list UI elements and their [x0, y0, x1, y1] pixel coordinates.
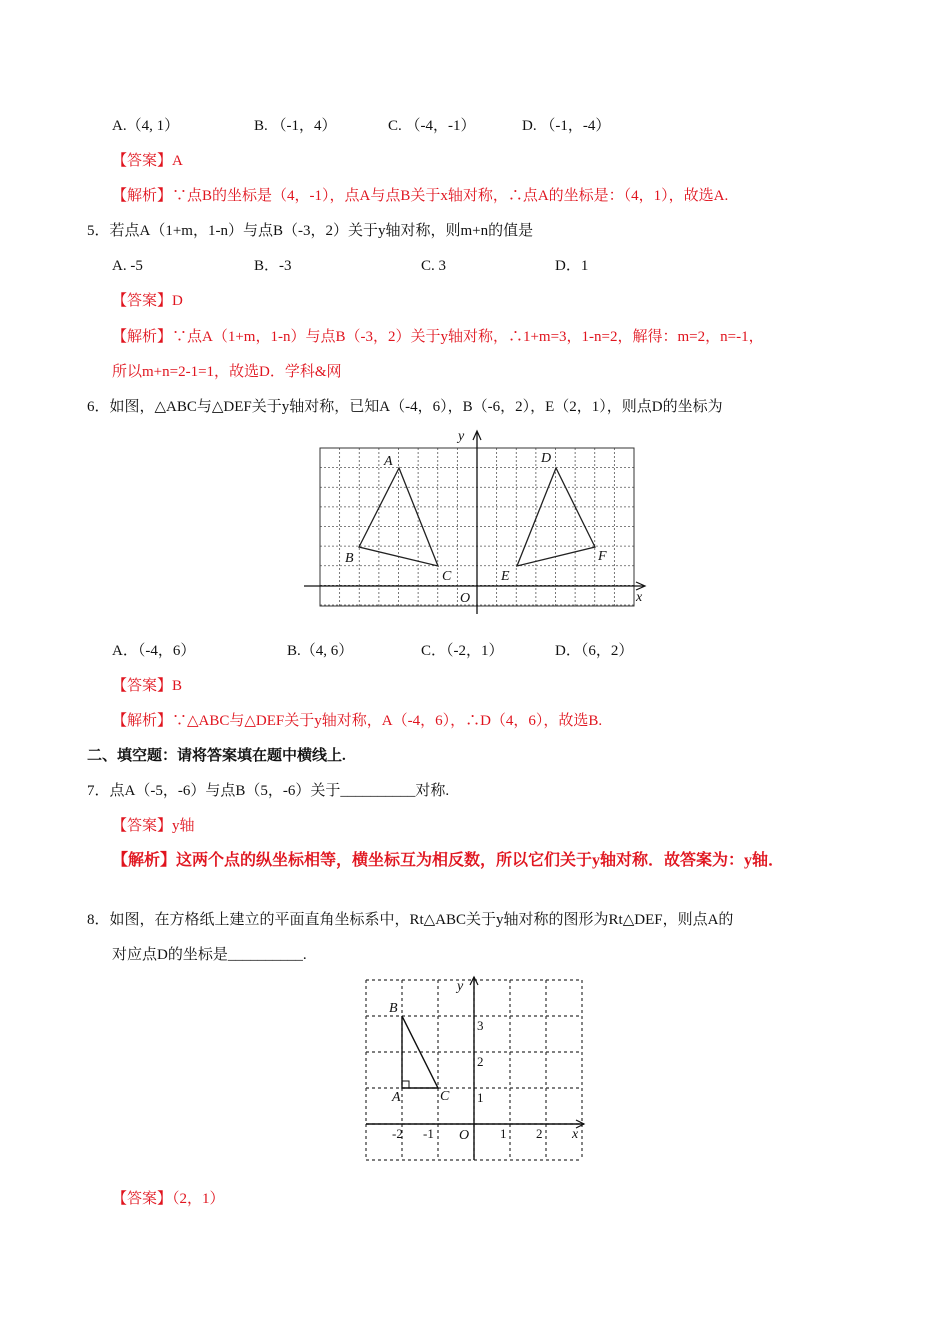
q4-option-d: D. （-1，-4）	[522, 118, 611, 134]
label-f: F	[598, 549, 607, 564]
tick-y-3: 3	[477, 1018, 484, 1033]
tick-x-neg2: -2	[392, 1126, 403, 1141]
q5-option-d: D．1	[555, 258, 589, 274]
label-x: x	[636, 590, 643, 605]
q5-answer: 【答案】D	[112, 293, 183, 309]
q7-answer: 【答案】y轴	[112, 818, 195, 834]
q6-option-b: B.（4, 6）	[287, 643, 354, 659]
q8-label-x: x	[572, 1127, 579, 1142]
label-c: C	[442, 569, 452, 584]
q7-analysis: 【解析】这两个点的纵坐标相等，横坐标互为相反数，所以它们关于y轴对称．故答案为：y轴．	[112, 852, 785, 869]
label-a: A	[384, 454, 393, 469]
q5-analysis-line2: 所以m+n=2-1=1，故选D．学科&网	[112, 364, 342, 380]
q7-question: 7．点A（-5，-6）与点B（5，-6）关于__________对称.	[87, 783, 450, 799]
q8-label-y: y	[457, 979, 464, 994]
q4-option-a: A.（4, 1）	[112, 118, 180, 134]
label-b: B	[345, 551, 354, 566]
label-y: y	[458, 429, 465, 444]
q6-figure	[304, 429, 645, 614]
q6-option-d: D．（6，2）	[555, 643, 634, 659]
q8-label-c: C	[440, 1089, 450, 1104]
q5-option-a: A. -5	[112, 258, 143, 274]
q6-answer: 【答案】B	[112, 678, 183, 694]
label-e: E	[501, 569, 510, 584]
q8-label-origin: O	[459, 1128, 470, 1143]
q5-option-b: B．-3	[254, 258, 292, 274]
q8-answer: 【答案】（2，1）	[112, 1191, 225, 1207]
q6-analysis: 【解析】∵△ABC与△DEF关于y轴对称，A（-4，6），∴D（4，6），故选B.	[112, 713, 603, 729]
tick-x-neg1: -1	[423, 1126, 434, 1141]
tick-x-1: 1	[500, 1126, 507, 1141]
q6-option-c: C．（-2，1）	[421, 643, 504, 659]
tick-x-2: 2	[536, 1126, 543, 1141]
q8-label-b: B	[389, 1001, 398, 1016]
q8-figure	[366, 977, 584, 1160]
q5-analysis-line1: 【解析】∵点A（1+m，1-n）与点B（-3，2）关于y轴对称，∴1+m=3，1-n=2，解得：m=2，n=-1，	[112, 329, 764, 345]
q8-label-a: A	[392, 1090, 401, 1105]
q4-option-c: C. （-4，-1）	[388, 118, 476, 134]
q4-answer: 【答案】A	[112, 153, 183, 169]
q8-question-line1: 8．如图，在方格纸上建立的平面直角坐标系中，Rt△ABC关于y轴对称的图形为Rt△DEF，则点A的	[87, 912, 734, 928]
q4-analysis: 【解析】∵点B的坐标是（4，-1），点A与点B关于x轴对称，∴点A的坐标是：（4，1），故选A.	[112, 188, 729, 204]
q5-question: 5．若点A（1+m，1-n）与点B（-3，2）关于y轴对称，则m+n的值是	[87, 223, 534, 239]
q6-option-a: A．（-4，6）	[112, 643, 196, 659]
section-heading-fill-in: 二、填空题：请将答案填在题中横线上.	[87, 748, 346, 764]
q8-question-line2: 对应点D的坐标是__________.	[112, 947, 307, 963]
tick-y-2: 2	[477, 1054, 484, 1069]
label-origin: O	[460, 591, 471, 606]
label-d: D	[541, 451, 552, 466]
q5-option-c: C. 3	[421, 258, 447, 274]
q6-question: 6．如图，△ABC与△DEF关于y轴对称，已知A（-4，6），B（-6，2），E（2，1），则点D的坐标为	[87, 399, 723, 415]
triangle-def	[517, 468, 595, 566]
q4-option-b: B. （-1，4）	[254, 118, 337, 134]
tick-y-1: 1	[477, 1090, 484, 1105]
